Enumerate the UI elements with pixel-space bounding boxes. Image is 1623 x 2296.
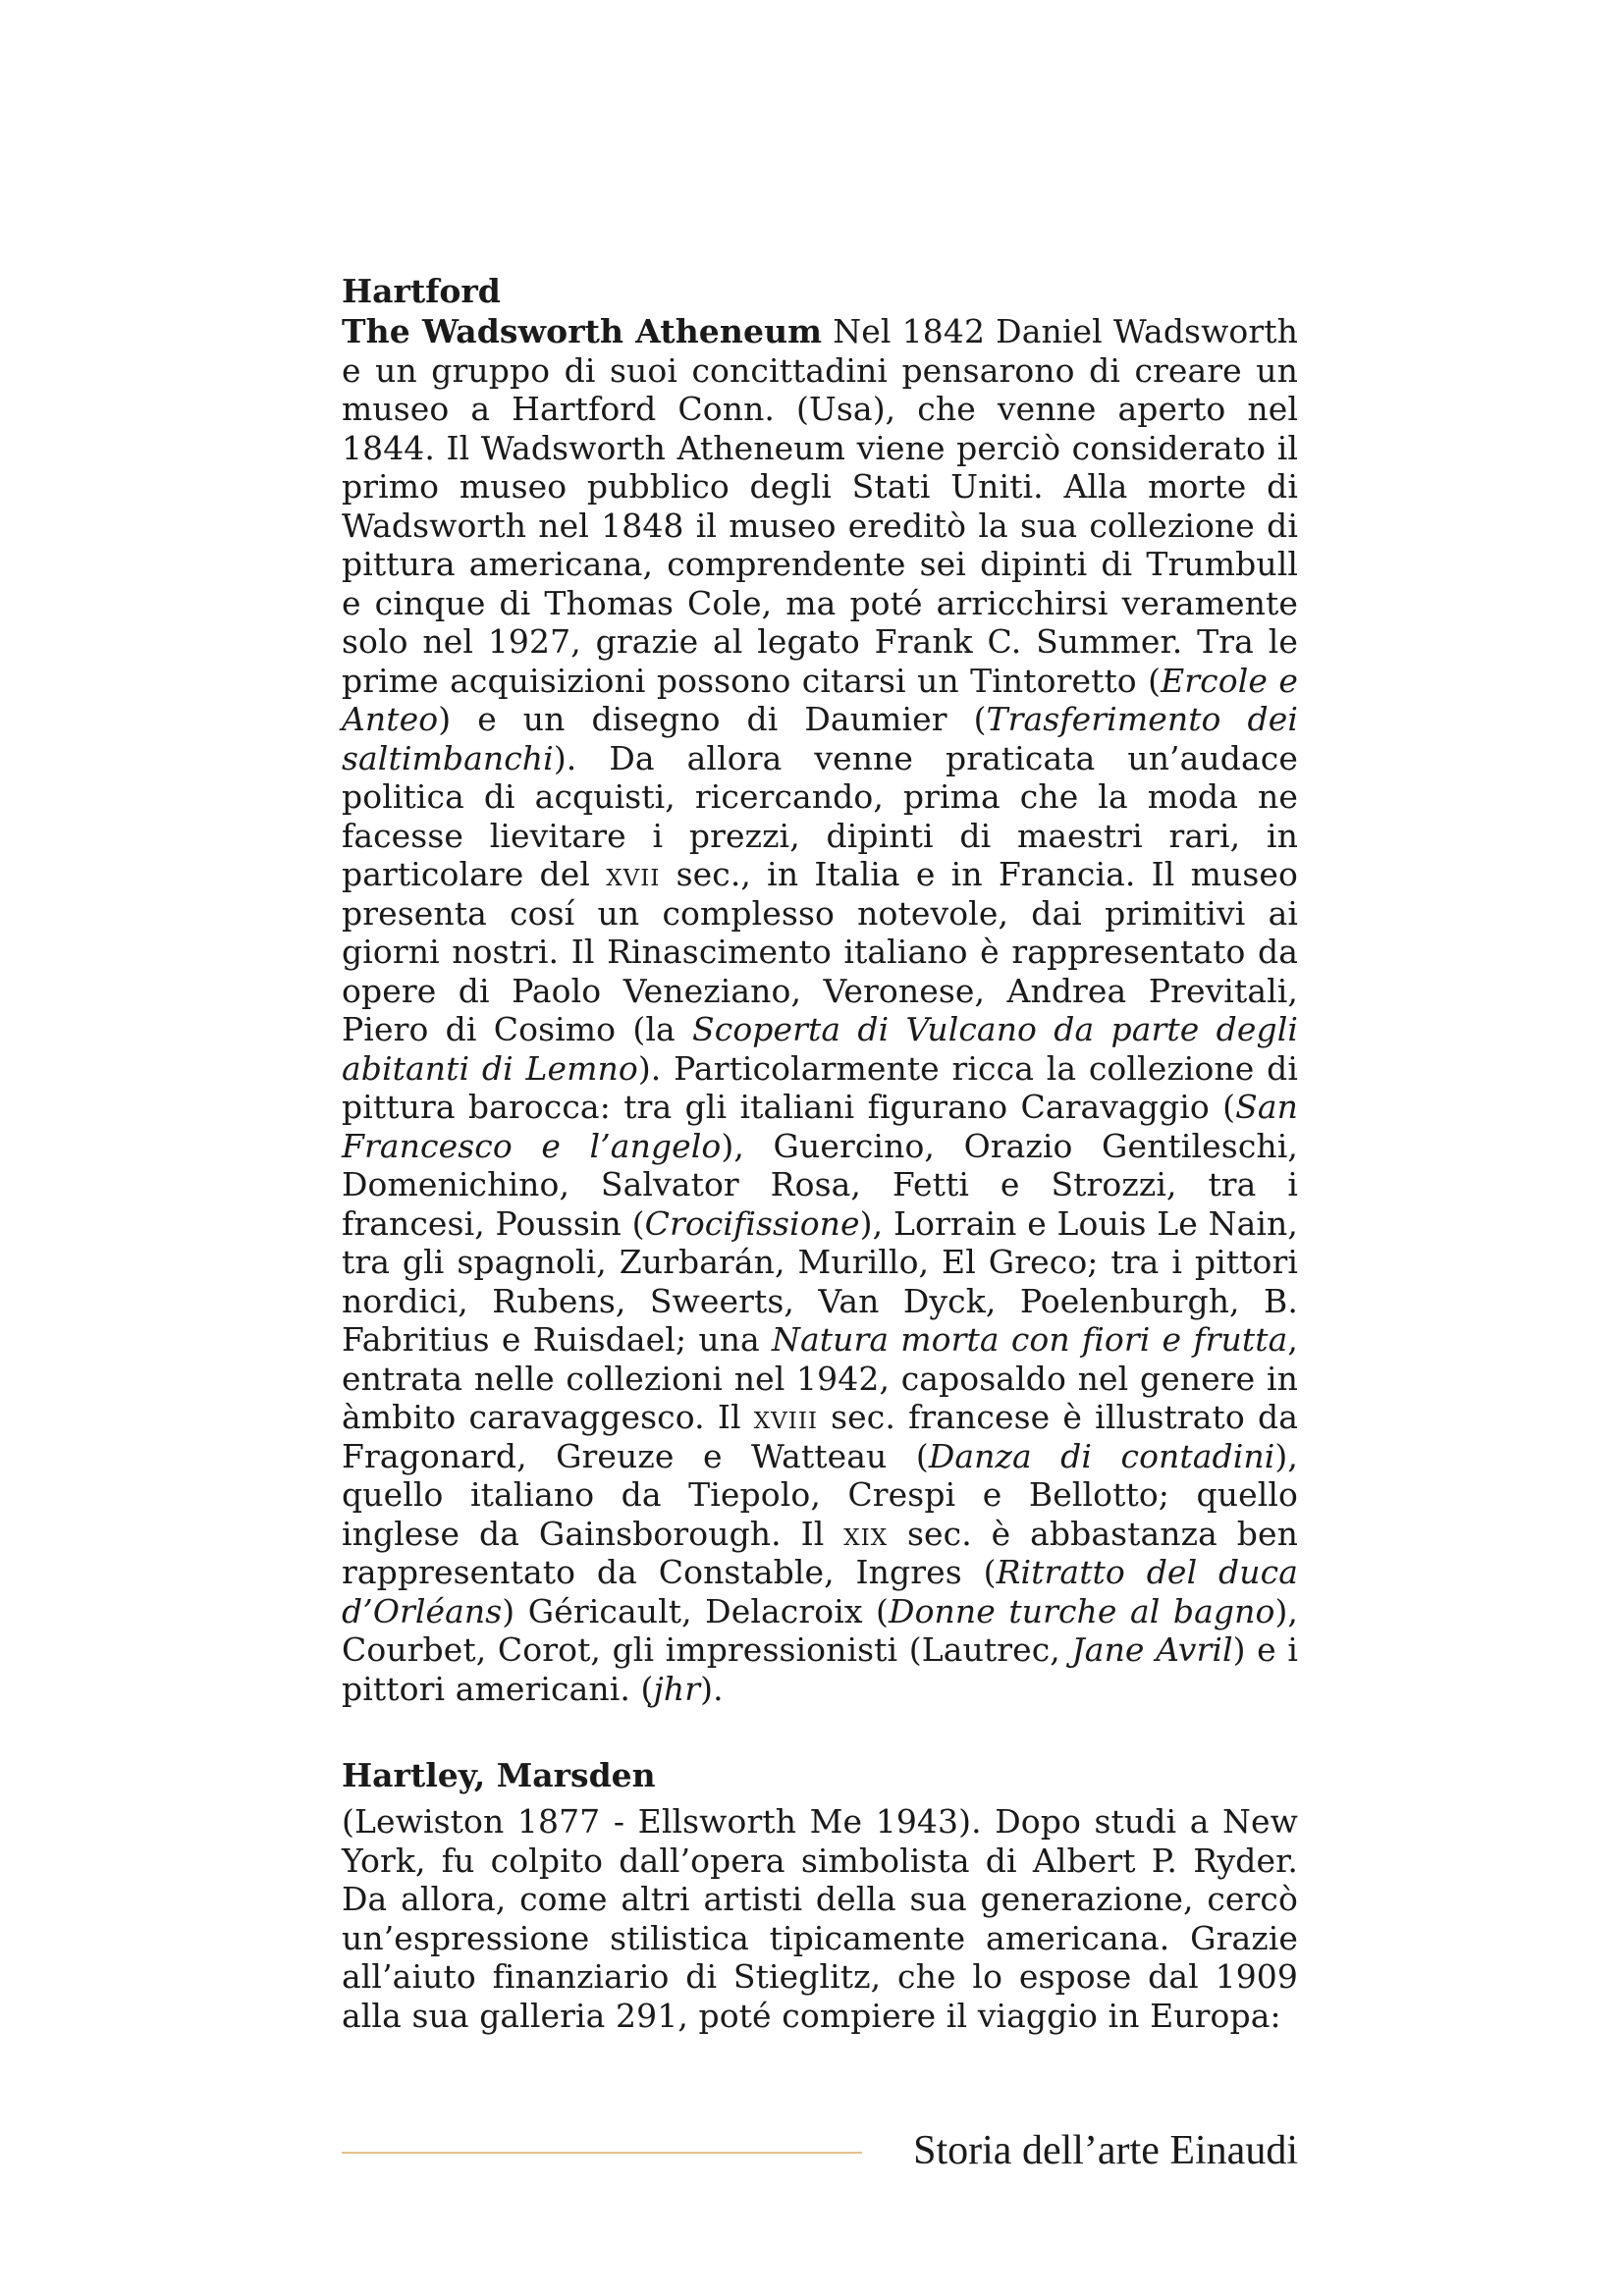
- entry-title: Hartley, Marsden: [342, 1756, 656, 1794]
- body-text: ). Particolarmente ricca la collezione di pittura barocca: tra gli italiani figurano Caravaggio (: [342, 1048, 1299, 1126]
- body-text: sec. è abbastanza ben rappresentato da Constable, Ingres (: [342, 1514, 1298, 1591]
- body-text: ). Da allora venne praticata un’audace politica di acquisti, ricercando, prima che la moda ne facesse lievitare i prezzi, dipinti di maestri rari, in particolare del: [342, 738, 1298, 893]
- entry-body: [342, 1802, 1298, 2035]
- entry-spacer: [342, 1708, 1298, 1755]
- body-text: ), quello italiano da Tiepolo, Crespi e Bellotto; quello inglese da Gainsborough. Il: [342, 1436, 1298, 1553]
- footer-rule: [342, 2152, 862, 2154]
- italic-title: Crocifissione: [644, 1203, 860, 1243]
- italic-title: Trasferimento dei saltimbanchi: [342, 700, 1298, 777]
- entry-hartford: [342, 271, 1298, 1708]
- body-text: sec., in Italia e in Francia. Il museo presenta cosí un complesso notevole, dai primitivi ai giorni nostri. Il Rinascimento italiano è rappresentato da opere di Paolo Veneziano, Veronese, Andrea Previtali, Piero di Cosimo (la: [342, 855, 1298, 1048]
- body-text: sec. francese è illustrato da Fragonard, Greuze e Watteau (: [342, 1398, 1298, 1475]
- italic-title: Donne turche al bagno: [889, 1591, 1275, 1630]
- footer-publisher: Storia dell’arte Einaudi: [913, 2128, 1298, 2173]
- century-numeral: xvii: [606, 855, 661, 893]
- body-text: ), Courbet, Corot, gli impressionisti (Lautrec,: [342, 1591, 1299, 1669]
- entry-title: Hartford: [342, 272, 501, 310]
- century-numeral: xix: [843, 1514, 889, 1553]
- italic-title: Scoperta di Vulcano da parte degli abitanti di Lemno: [342, 1010, 1298, 1088]
- italic-title: jhr: [653, 1669, 701, 1708]
- body-text: ) Géricault, Delacroix (: [502, 1591, 890, 1630]
- italic-title: Danza di contadini: [928, 1436, 1275, 1475]
- body-text: (Lewiston 1877 - Ellsworth Me 1943). Dopo studi a New York, fu colpito dall’opera simbolista di Albert P. Ryder. Da allora, come altri artisti della sua generazione, cercò un’espressione stilistica tipicamente americana. Grazie all’aiuto finanziario di Stieglitz, che lo espose dal 1909 alla sua galleria 291, poté compiere il viaggio in Europa:: [342, 1802, 1298, 2035]
- body-text: ), Guercino, Orazio Gentileschi, Domenichino, Salvator Rosa, Fetti e Strozzi, tra i francesi, Poussin (: [342, 1126, 1298, 1243]
- body-text: ) e i pittori americani. (: [342, 1630, 1299, 1708]
- italic-title: San Francesco e l’angelo: [342, 1088, 1298, 1165]
- italic-title: Ritratto del duca d’Orléans: [342, 1553, 1298, 1630]
- entry-body: [342, 312, 1298, 1708]
- body-text: ).: [700, 1669, 724, 1708]
- body-text: ) e un disegno di Daumier (: [438, 700, 987, 738]
- italic-title: Natura morta con fiori e frutta: [772, 1320, 1288, 1359]
- body-text: , entrata nelle collezioni nel 1942, caposaldo nel genere in àmbito caravaggesco. Il: [342, 1320, 1298, 1436]
- century-numeral: xviii: [753, 1398, 818, 1436]
- entry-lead: The Wadsworth Atheneum: [342, 312, 823, 350]
- body-text: ), Lorrain e Louis Le Nain, tra gli spagnoli, Zurbarán, Murillo, El Greco; tra i pittori nordici, Rubens, Sweerts, Van Dyck, Poelenburgh, B. Fabritius e Ruisdael; una: [342, 1203, 1299, 1359]
- entry-hartley: [342, 1755, 1298, 2035]
- page-footer: [342, 2122, 1298, 2181]
- body-text: Nel 1842 Daniel Wadsworth e un gruppo di suoi concittadini pensarono di creare un museo a Hartford Conn. (Usa), che venne aperto nel 1844. Il Wadsworth Atheneum viene perciò considerato il primo museo pubblico degli Stati Uniti. Alla morte di Wadsworth nel 1848 il museo ereditò la sua collezione di pittura americana, comprendente sei dipinti di Trumbull e cinque di Thomas Cole, ma poté arricchirsi veramente solo nel 1927, grazie al legato Frank C. Summer. Tra le prime acquisizioni possono citarsi un Tintoretto (: [342, 312, 1298, 700]
- italic-title: Ercole e Anteo: [342, 661, 1298, 738]
- page-content: [342, 271, 1298, 2035]
- italic-title: Jane Avril: [1071, 1630, 1233, 1669]
